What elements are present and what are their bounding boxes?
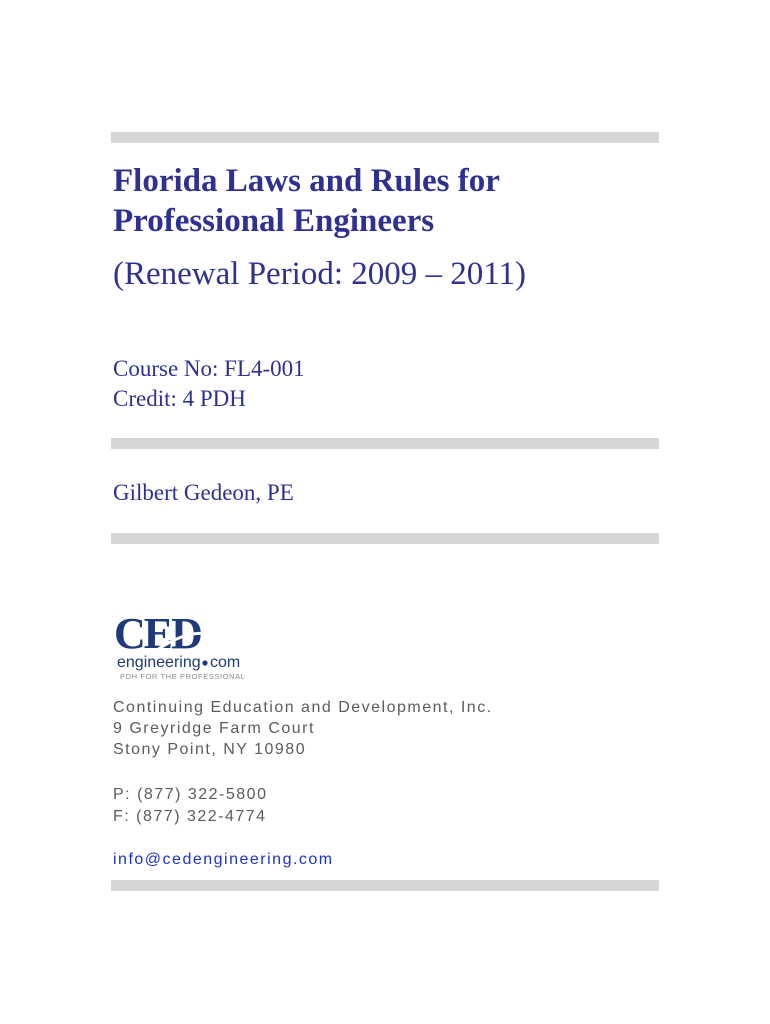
logo-mark: CED — [114, 612, 201, 658]
renewal-period: (Renewal Period: 2009 – 2011) — [113, 256, 527, 292]
logo-tagline: PDH FOR THE PROFESSIONAL — [120, 672, 246, 681]
logo-wordmark-right: com — [210, 654, 241, 671]
company-name: Continuing Education and Development, Inc. — [113, 699, 493, 716]
credit-hours: Credit: 4 PDH — [113, 386, 246, 411]
logo-wordmark-left: engineering — [117, 654, 201, 671]
ced-engineering-logo — [114, 612, 274, 682]
course-number: Course No: FL4-001 — [113, 356, 305, 381]
logo-dot-icon — [202, 660, 207, 665]
page-title-line-1: Florida Laws and Rules for — [113, 163, 500, 199]
fax-number: F: (877) 322-4774 — [113, 808, 267, 825]
address-line-1: 9 Greyridge Farm Court — [113, 720, 315, 737]
phone-number: P: (877) 322-5800 — [113, 786, 268, 803]
address-line-2: Stony Point, NY 10980 — [113, 741, 307, 758]
page-title-line-2: Professional Engineers — [113, 203, 435, 239]
middle-rule-2 — [111, 533, 659, 544]
middle-rule-1 — [111, 438, 659, 449]
top-rule — [111, 132, 659, 143]
email-link[interactable]: info@cedengineering.com — [113, 851, 334, 868]
author-name: Gilbert Gedeon, PE — [113, 480, 294, 505]
bottom-rule — [111, 880, 659, 891]
